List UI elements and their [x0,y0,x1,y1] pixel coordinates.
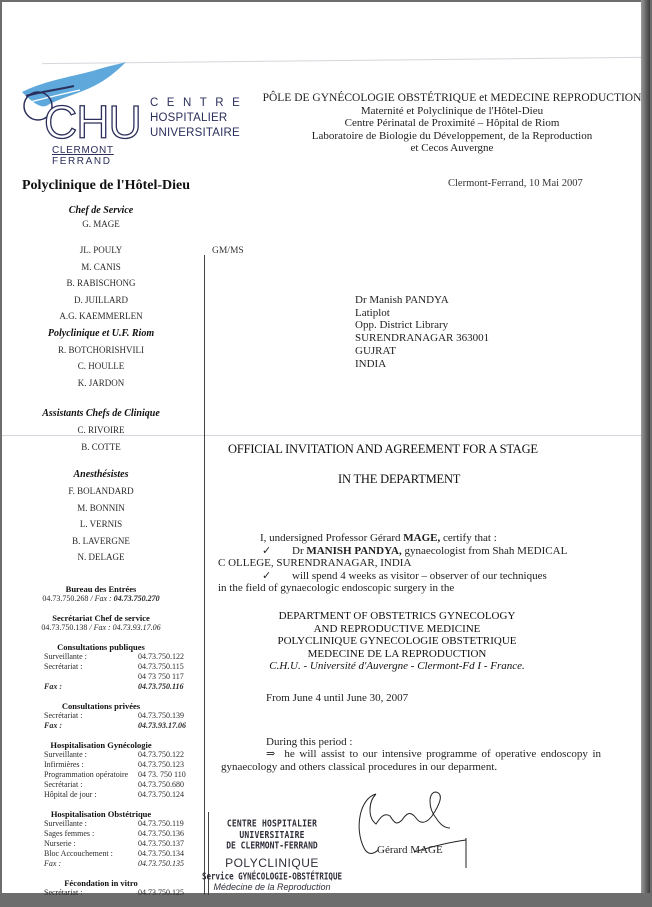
contact-line [10,594,192,604]
contact-label: Bloc Accouchement : [44,849,113,858]
contact-consult-privees [10,701,192,731]
contact-row [10,859,192,869]
phone-number: 04.73.750.136 [138,829,184,838]
fax-number: 04.73.93.17.06 [138,721,186,730]
staff-name: C. RIVOIRE [77,425,125,435]
staff-name: D. JUILLARD [74,294,128,305]
separator: / [87,623,94,632]
phone-number: 04.73.750.268 [42,594,89,603]
contact-fiv [10,878,192,898]
phone-number: 04.73.750.115 [138,662,184,671]
item-line: in the field of gynaecologic endoscopic surgery in the [218,582,455,594]
arrow-icon: ⇒ [266,748,276,760]
fold-line [42,57,642,64]
staff-name: B. LAVERGNE [72,535,130,546]
contact-line [10,623,192,633]
contact-title: Consultations privées [61,701,141,711]
letter-page [2,2,642,897]
phone-number: 04.73.750.125 [138,888,184,897]
contact-label: Infirmières : [44,760,84,769]
contact-row [10,652,192,662]
phone-number: 04 73 750 117 [138,672,184,681]
contact-row [10,711,192,721]
contact-label: Programmation opératoire [44,770,129,779]
staff-name: C. HOULLE [77,361,125,371]
contact-title: Secrétariat Chef de service [52,613,150,623]
staff-heading: Anesthésistes [73,469,129,480]
phone-number: 04.73.750.139 [138,711,184,720]
contact-row [10,672,192,682]
address-line: INDIA [355,357,387,370]
address-line: Opp. District Library [355,319,449,332]
stamp-line: DE CLERMONT-FERRAND [226,839,318,852]
city-line: CLERMONT [52,145,114,156]
contact-label: Fax : [44,721,62,730]
page-edge-shadow [641,0,650,893]
contact-row [10,819,192,829]
contact-row [10,839,192,849]
phone-number: 04.73.750.119 [138,819,184,828]
staff-name: B. COTTE [81,441,121,452]
department-line: AND REPRODUCTIVE MEDICINE [313,622,481,635]
header-line: et Cecos Auvergne [410,142,494,154]
contact-row [10,780,192,790]
during-label: During this period : [266,736,353,748]
letter-title: OFFICIAL INVITATION AND AGREEMENT FOR A STAGE [228,442,538,456]
phone-number: 04.73.750.122 [138,750,184,759]
contact-title: Fécondation in vitro [64,878,138,888]
recipient-address [355,294,489,370]
assist-paragraph [221,748,601,773]
department-line: DEPARTMENT OF OBSTETRICS GYNECOLOGY [278,610,516,622]
department-line: C.H.U. - Université d'Auvergne - Clermont-Fd I - France. [269,660,525,672]
phone-number: 04.73.750.137 [138,839,184,848]
institution-stamp [192,817,352,892]
department-line: MEDECINE DE LA REPRODUCTION [307,647,487,660]
address-line: SURENDRANAGAR 363001 [355,332,490,345]
contact-hosp-obst [10,809,192,869]
item-text: will spend 4 weeks as visitor – observer of our techniques [292,569,547,582]
staff-name: M. CANIS [81,261,121,272]
contact-label [44,672,138,682]
item-line [218,570,602,583]
contact-row [10,682,192,692]
staff-name: N. DELAGE [77,552,125,562]
assist-text: he will assist to our intensive programme of operative endoscopy in gynaecology and others classical procedures in our deparment. [221,748,601,773]
contact-label: Secrétariat : [44,888,83,897]
check-icon: ✓ [262,569,272,582]
contacts-sidebar [10,584,192,907]
staff-name: L. VERNIS [79,519,123,529]
item-text: Dr [292,544,307,557]
header-line: Centre Périnatal de Proximité – Hôpital de Riom [344,117,560,129]
contact-secretariat-chef [10,613,192,633]
stamp-line: POLYCLINIQUE [225,856,319,870]
contact-title: Consultations publiques [57,642,145,652]
contact-label: Fax : [44,682,62,691]
institution-name-line: HOSPITALIER [150,112,228,124]
phone-number: 04.73.750.680 [138,780,184,789]
contact-title: Bureau des Entrées [65,584,137,594]
stamp-line: CENTRE HOSPITALIER UNIVERSITAIRE [226,817,318,841]
contact-row [10,770,192,780]
staff-name: F. BOLANDARD [68,486,134,496]
staff-name: A.G. KAEMMERLEN [59,311,143,321]
header-line: Maternité et Polyclinique de l'Hôtel-Dieu [360,104,544,117]
contact-label: Surveillante : [44,819,87,828]
phone-number: 04.73.750.122 [138,652,184,661]
fax-number: 04.73.93.17.06 [112,623,161,632]
staff-name: B. RABISCHONG [66,278,136,288]
fax-label: Fax : [93,623,111,632]
doctor-name: MANISH PANDYA, [306,544,402,557]
signer-name: Gérard MAGE [377,844,443,856]
professor-name: MAGE, [403,532,441,544]
svg-text:CHU: CHU [44,96,141,148]
pole-title: PÔLE DE GYNÉCOLOGIE OBSTÉTRIQUE et MEDECINE REPRODUCTION [262,92,642,104]
signature-icon [354,788,474,868]
institution-city [52,145,127,167]
contact-title: Hospitalisation Gynécologie [50,740,152,750]
contact-row [10,888,192,898]
contact-bureau [10,584,192,604]
fax-label: Fax : [94,594,112,603]
letter-subtitle: IN THE DEPARTMENT [338,472,461,486]
staff-name: K. JARDON [77,377,125,388]
contact-label: Surveillante : [44,652,87,661]
staff-heading: Chef de Service [68,205,134,216]
stamp-line: Service GYNÉCOLOGIE-OBSTÉTRIQUE [202,870,342,883]
contact-label: Sages femmes : [44,829,95,838]
intro-text: I, undersigned Professor Gérard [260,532,404,544]
polyclinique-title: Polyclinique de l'Hôtel-Dieu [22,178,190,193]
contact-row [10,721,192,731]
item-line [218,545,602,558]
contact-row [10,750,192,760]
staff-sidebar [10,205,192,566]
fax-number: 04.73.750.116 [138,682,184,691]
contact-row [10,849,192,859]
header-line: Laboratoire de Biologie du Développement, de la Reproduction [311,129,593,142]
staff-name: M. BONNIN [77,502,125,513]
item-text: gynaecologist from Shah MEDICAL [401,544,568,557]
reference-code: GM/MS [212,246,244,256]
staff-heading: Polyclinique et U.F. Riom [47,327,155,339]
institution-name-line: CENTRE [150,97,249,109]
contact-label: Nurserie : [44,839,76,848]
department-line: POLYCLINIQUE GYNECOLOGIE OBSTETRIQUE [277,635,517,647]
institution-name-line: UNIVERSITAIRE [150,127,240,139]
staff-name: JL. POULY [79,245,123,255]
contact-row [10,760,192,770]
contact-consult-publiques [10,642,192,692]
contact-hosp-gyneco [10,740,192,800]
phone-number: 04.73.750.123 [138,760,184,769]
stamp-line: Médecine de la Reproduction [213,882,331,892]
department-block [217,610,577,673]
certification-text [218,532,602,595]
contact-row [10,829,192,839]
stage-period: From June 4 until June 30, 2007 [266,692,409,704]
address-line: Dr Manish PANDYA [355,294,449,306]
contact-label: Secrétariat : [44,711,83,720]
fax-number: 04.73.750.135 [138,859,184,868]
address-line: Latiplot [355,306,390,319]
phone-number: 04 73. 750 110 [138,770,186,779]
institution-name [150,96,249,141]
fax-number: 04.73.750.270 [113,594,160,603]
phone-number: 04.73.750.134 [138,849,184,858]
phone-number: 04.73.750.138 [41,623,88,632]
place-date: Clermont-Ferrand, 10 Mai 2007 [448,178,583,189]
contact-label: Secrétariat : [44,662,83,671]
contact-row [10,790,192,800]
intro-text: certify that : [440,532,497,544]
check-icon: ✓ [262,544,272,557]
contact-title: Hospitalisation Obstétrique [50,809,152,819]
contact-label: Hôpital de jour : [44,790,97,799]
contact-label: Secrétariat : [44,780,83,789]
phone-number: 04.73.750.124 [138,790,184,799]
item-line: C OLLEGE, SURENDRANAGAR, INDIA [218,557,412,569]
city-line: FERRAND [52,156,112,167]
department-header [252,92,652,155]
staff-heading: Assistants Chefs de Clinique [42,408,160,419]
address-line: GUJRAT [355,344,396,357]
contact-label: Surveillante : [44,750,87,759]
intro-line [218,532,602,545]
column-divider [204,255,205,895]
contact-row [10,662,192,672]
contact-label: Fax : [44,859,62,868]
separator: / [88,594,95,603]
staff-name: G. MAGE [82,219,120,229]
staff-name: R. BOTCHORISHVILI [57,344,144,355]
chu-logo-icon [16,62,141,148]
